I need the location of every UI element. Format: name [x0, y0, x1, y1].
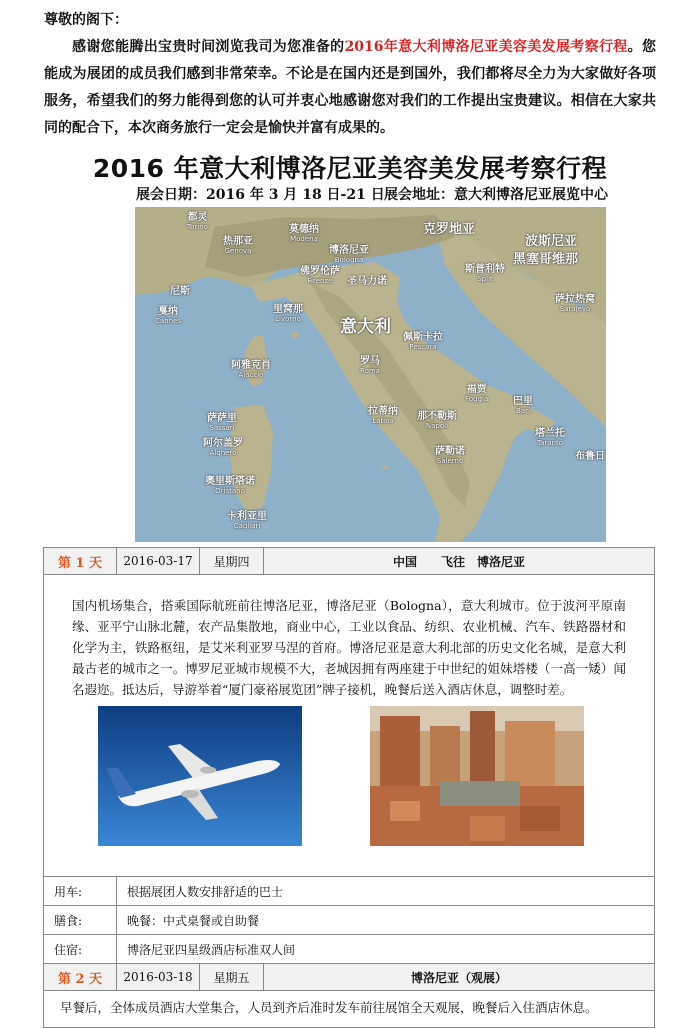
map-label: 戛纳 Cannes [155, 306, 182, 325]
hotel-value: 博洛尼亚四星级酒店标准双人间 [117, 935, 655, 964]
map-label: 圣马力诺 [347, 276, 387, 287]
map-label: 黑塞哥维那 [513, 252, 579, 267]
map-label: 克罗地亚 [423, 222, 476, 237]
map-label: 博洛尼亚 Bologna [329, 245, 369, 264]
map-label: 阿雅克肖 Ajaccio [231, 360, 271, 379]
map-label: 佩斯卡拉 Pescara [403, 332, 443, 351]
map-label: 斯普利特 Split [465, 264, 505, 283]
map-label: 福贾 Foggia [465, 384, 489, 403]
bologna-city-photo [370, 706, 584, 846]
map-label: 塔兰托 Taranto [535, 428, 565, 447]
map-label: 波斯尼亚 [525, 234, 578, 249]
vehicle-value: 根据展团人数安排舒适的巴士 [117, 877, 655, 906]
day-description-cell [44, 575, 655, 877]
airplane-photo [98, 706, 302, 846]
day-header-row [44, 964, 655, 991]
map-label: 那不勒斯 Napoli [417, 411, 457, 430]
map-label: 萨拉热窝 Sarajevo [555, 294, 595, 313]
day-route: 中国 飞往 博洛尼亚 [264, 548, 655, 575]
map-label: 萨勒诺 Salerno [435, 446, 465, 465]
map-label: 莫德纳 Modena [289, 224, 319, 243]
exhibition-venue: 展会地址：意大利博洛尼亚展览中心 [384, 187, 608, 203]
map-label: 巴里 Bari [513, 396, 533, 415]
day-label: 第 1 天 [44, 548, 117, 575]
vehicle-row [44, 877, 655, 906]
day-description: 早餐后，全体成员酒店大堂集合，人员到齐后准时发车前往展馆全天观展，晚餐后入住酒店休息。 [44, 991, 655, 1028]
map-label: 罗马 Roma [360, 356, 380, 375]
intro-text-before: 感谢您能腾出宝贵时间浏览我司为您准备的 [72, 39, 345, 55]
map-label: 拉蒂纳 Latina [368, 406, 398, 425]
map-label: 布鲁日 [575, 451, 605, 462]
map-label: 尼斯 [170, 286, 190, 297]
day-label: 第 2 天 [44, 964, 117, 991]
italy-map [135, 207, 606, 542]
map-label: 佛罗伦萨 Firenze [300, 266, 340, 285]
day-route: 博洛尼亚（观展） [264, 964, 655, 991]
exhibition-date: 展会日期：2016 年 3 月 18 日-21 日 [136, 187, 385, 203]
map-label: 里窝那 Livorno [273, 304, 303, 323]
hotel-row [44, 935, 655, 964]
itinerary-table [43, 547, 655, 1028]
intro-highlight: 2016年意大利博洛尼亚美容美发展考察行程 [344, 39, 628, 55]
meal-value: 晚餐：中式桌餐或自助餐 [117, 906, 655, 935]
day-date: 2016-03-18 [117, 964, 200, 991]
hotel-label: 住宿: [44, 935, 117, 964]
map-label: 都灵 Torino [187, 212, 208, 231]
day-weekday: 星期五 [200, 964, 264, 991]
map-label: 意大利 [340, 317, 391, 337]
day-header-row [44, 548, 655, 575]
intro-paragraph [44, 34, 656, 142]
map-label: 卡利亚里 Cagliari [227, 511, 267, 530]
map-label: 热那亚 Genova [223, 236, 253, 255]
intro-text-after: 。您能成为展团的成员我们感到非常荣幸。不论是在国内还是到国外，我们都将尽全力为大家做好各项服务，希望我们的努力能得到您的认可并衷心地感谢您对我们的工作提出宝贵建议。相信在大家共同的配合下，本次商务旅行一定会是愉快并富有成果的。 [44, 39, 656, 136]
greeting: 尊敬的阁下： [44, 12, 128, 28]
day-date: 2016-03-17 [117, 548, 200, 575]
vehicle-label: 用车: [44, 877, 117, 906]
photo-row [72, 706, 626, 866]
page-title: 2016 年意大利博洛尼亚美容美发展考察行程 [92, 154, 608, 183]
day-weekday: 星期四 [200, 548, 264, 575]
meal-row [44, 906, 655, 935]
meal-label: 膳食: [44, 906, 117, 935]
map-label: 萨萨里 Sassari [207, 413, 237, 432]
map-label: 奥里斯塔诺 Oristano [205, 476, 255, 495]
day-description: 国内机场集合，搭乘国际航班前往博洛尼亚，博洛尼亚（Bologna），意大利城市。位于波河平原南缘、亚平宁山脉北麓，农产品集散地，商业中心，工业以食品、纺织、农业机械、汽车、铁路器材和化学为主，铁路枢纽，是艾米利亚罗马涅的首府。博洛尼亚是意大利北部的历史文化名城，是意大利最古老的城市之一。博罗尼亚城市规模不大，老城因拥有两座建于中世纪的姐妹塔楼（一高一矮）闻名遐迩。抵达后，导游举着“厦门豪裕展览团”牌子接机，晚餐后送入酒店休息，调整时差。 [72, 598, 626, 697]
map-label: 阿尔盖罗 Alghero [203, 438, 243, 457]
